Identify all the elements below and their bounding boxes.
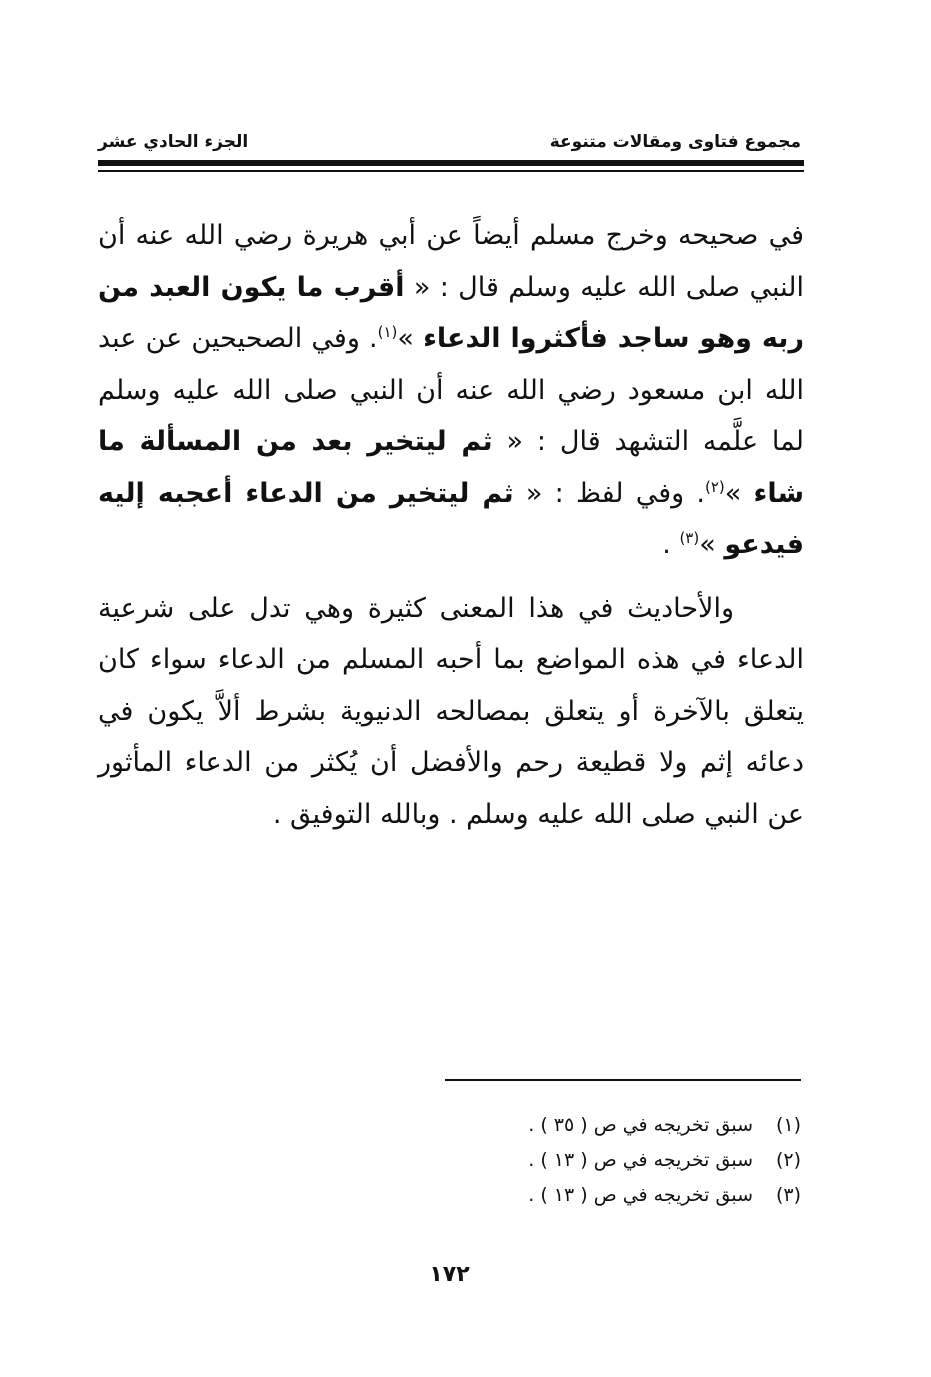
text-segment: . وفي الصحيحين عن عبد الله ابن مسعود رضي الله عنه أن النبي صلى الله عليه وسلم لما علَّمه التشهد قال : « <box>98 323 804 457</box>
header-rule <box>98 160 804 176</box>
footnote-ref-2: (٢) <box>704 477 725 496</box>
paragraph-2: والأحاديث في هذا المعنى كثيرة وهي تدل على شرعية الدعاء في هذه المواضع بما أحبه المسلم من الدعاء سواء كان يتعلق بالآخرة أو يتعلق بمصالحه الدنيوية بشرط ألاَّ يكون في دعائه إثم ولا قطيعة رحم والأفضل أن يُكثر من الدعاء المأثور عن النبي صلى الله عليه وسلم . وبالله التوفيق . <box>98 592 804 830</box>
footnote-ref-3: (٣) <box>679 529 700 547</box>
hadith-quote-3: ثم ليتخير من الدعاء أعجبه إليه فيدعو <box>98 477 804 560</box>
running-header <box>98 126 801 158</box>
footnotes <box>401 1108 801 1213</box>
footnote-3 <box>401 1178 801 1213</box>
footnote-text: سبق تخريجه في ص ( ١٣ ) . <box>528 1184 753 1206</box>
page-number: ١٧٢ <box>429 1262 470 1287</box>
header-rule-thick <box>98 160 804 166</box>
text-segment: » <box>724 477 754 509</box>
footnote-number: (٢) <box>775 1149 801 1171</box>
volume-label: الجزء الحادي عشر <box>98 132 249 152</box>
footnote-text: سبق تخريجه في ص ( ١٣ ) . <box>528 1149 753 1171</box>
footnote-ref-1: (١) <box>377 323 398 341</box>
text-segment: » <box>699 529 725 560</box>
text-segment: في صحيحه وخرج مسلم أيضاً عن أبي هريرة رضي الله عنه أن النبي صلى الله عليه وسلم قال : « <box>98 220 804 303</box>
footnote-number: (٣) <box>775 1184 801 1206</box>
hadith-quote-2: ثم ليتخير بعد من المسألة ما شاء <box>98 426 805 509</box>
book-title: مجموع فتاوى ومقالات متنوعة <box>549 132 801 152</box>
paragraph-1 <box>98 210 804 571</box>
footnote-1 <box>401 1108 801 1143</box>
text-segment: » <box>397 323 424 354</box>
text-segment: . وفي لفظ : « <box>513 477 705 509</box>
footnote-number: (١) <box>775 1114 801 1136</box>
header-rule-thin <box>98 170 804 172</box>
footnote-text: سبق تخريجه في ص ( ٣٥ ) . <box>528 1114 753 1136</box>
footnote-2 <box>401 1143 801 1178</box>
text-segment: . <box>662 529 680 560</box>
main-text <box>98 210 804 840</box>
hadith-quote-1: أقرب ما يكون العبد من ربه وهو ساجد فأكثروا الدعاء <box>98 271 804 354</box>
footnote-rule <box>445 1079 801 1081</box>
